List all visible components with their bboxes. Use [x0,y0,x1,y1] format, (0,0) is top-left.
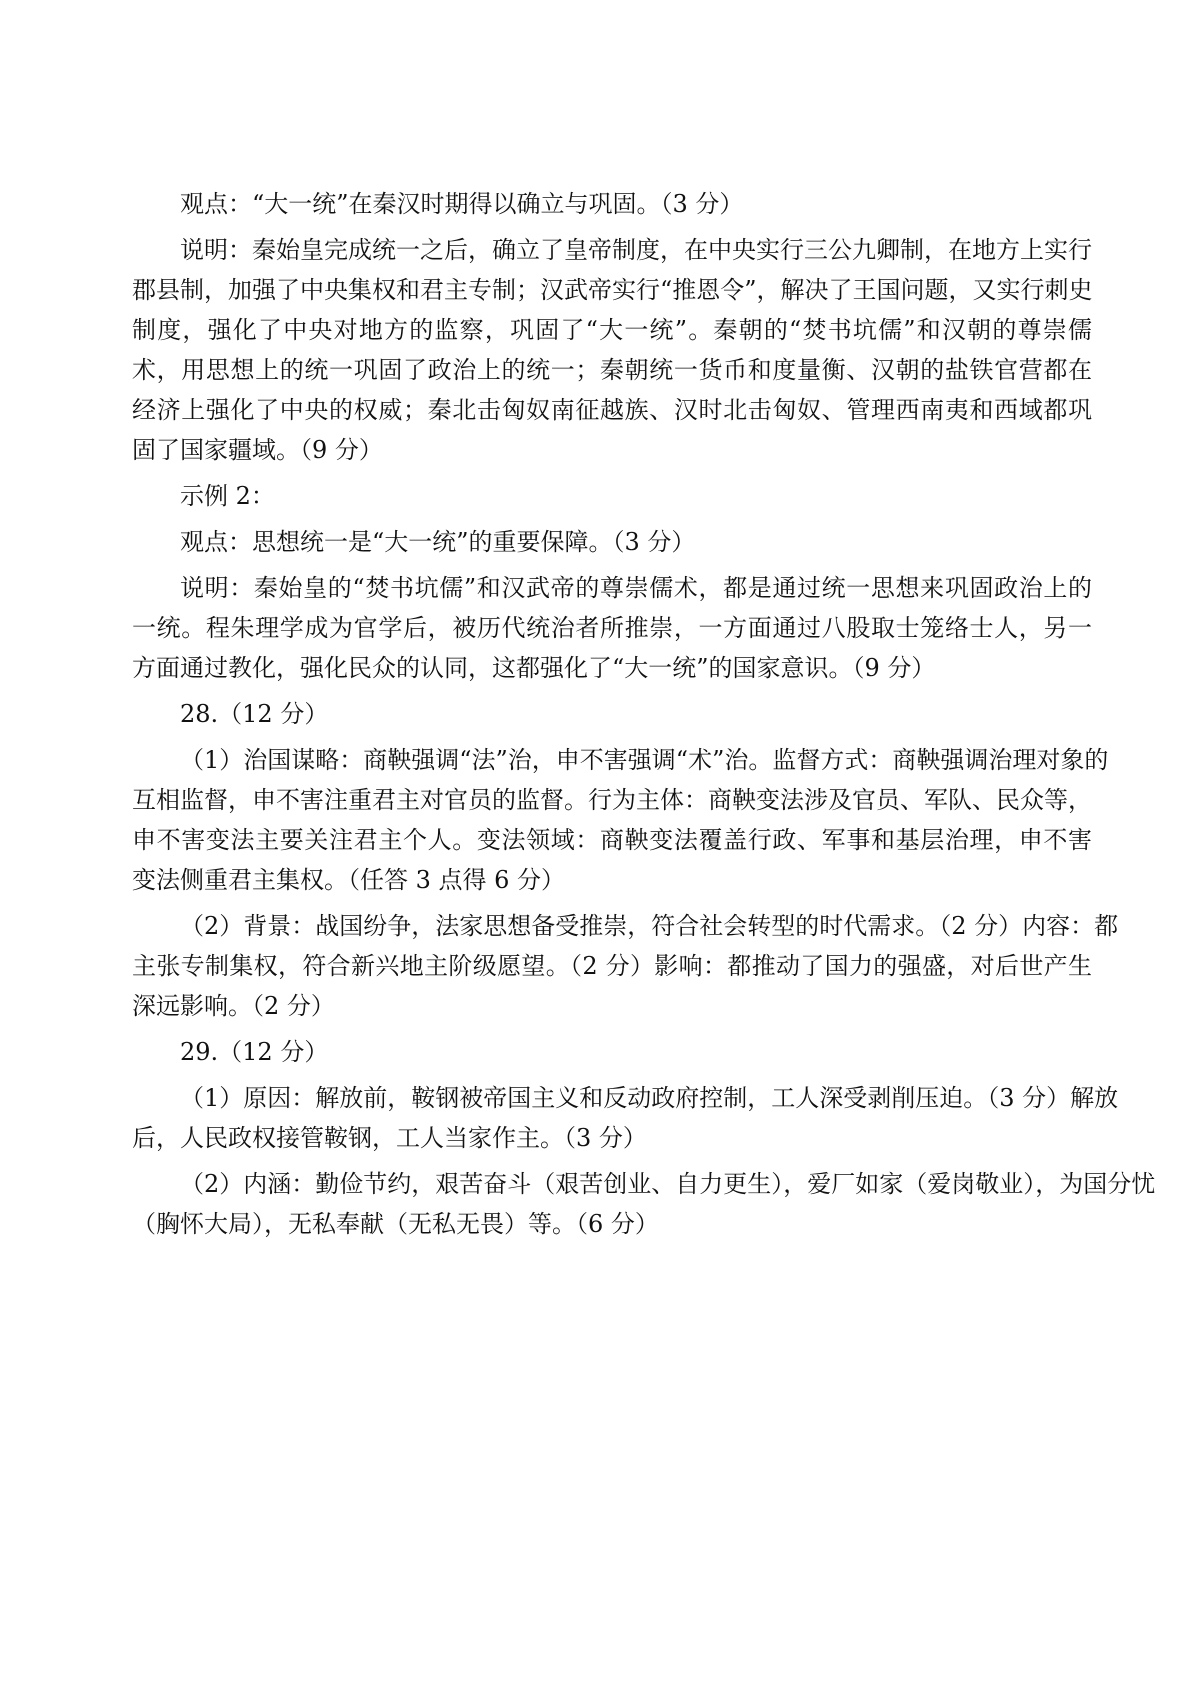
text-line: 深远影响。（2 分） [132,992,335,1020]
text-line: 说明：秦始皇完成统一之后，确立了皇帝制度，在中央实行三公九卿制，在地方上实行 [180,236,1092,264]
viewpoint-2: 观点：思想统一是“大一统”的重要保障。（3 分） [180,528,696,556]
text-line: 说明：秦始皇的“焚书坑儒”和汉武帝的尊崇儒术，都是通过统一思想来巩固政治上的 [180,574,1092,602]
answer-content [132,184,1156,1244]
question-29-part-1 [132,1078,1119,1158]
text-line: 申不害变法主要关注君主个人。变法领域：商鞅变法覆盖行政、军事和基层治理，申不害 [132,826,1092,854]
example-2-heading: 示例 2： [180,482,275,510]
text-line: 方面通过教化，强化民众的认同，这都强化了“大一统”的国家意识。（9 分） [132,654,936,682]
explanation-2 [132,568,1092,688]
text-line: （2）背景：战国纷争，法家思想备受推崇，符合社会转型的时代需求。（2 分）内容：都 [180,912,1119,940]
viewpoint-1: 观点：“大一统”在秦汉时期得以确立与巩固。（3 分） [180,190,744,218]
text-line: 互相监督，申不害注重君主对官员的监督。行为主体：商鞅变法涉及官员、军队、民众等， [132,786,1092,814]
text-line: 后，人民政权接管鞍钢，工人当家作主。（3 分） [132,1124,647,1152]
text-line: 变法侧重君主集权。（任答 3 点得 6 分） [132,866,566,894]
text-line: 一统。程朱理学成为官学后，被历代统治者所推崇，一方面通过八股取士笼络士人，另一 [132,614,1092,642]
text-line: 制度，强化了中央对地方的监察，巩固了“大一统”。秦朝的“焚书坑儒”和汉朝的尊崇儒 [132,316,1092,344]
question-28-part-2 [132,906,1119,1026]
question-29-part-2 [132,1164,1156,1244]
text-line: 固了国家疆域。（9 分） [132,436,383,464]
text-line: 经济上强化了中央的权威；秦北击匈奴南征越族、汉时北击匈奴、管理西南夷和西域都巩 [132,396,1092,424]
text-line: 术，用思想上的统一巩固了政治上的统一；秦朝统一货币和度量衡、汉朝的盐铁官营都在 [132,356,1092,384]
explanation-1 [132,230,1092,470]
text-line: （胸怀大局），无私奉献（无私无畏）等。（6 分） [132,1210,659,1238]
text-line: 主张专制集权，符合新兴地主阶级愿望。（2 分）影响：都推动了国力的强盛，对后世产生 [132,952,1092,980]
text-line: （1）原因：解放前，鞍钢被帝国主义和反动政府控制，工人深受剥削压迫。（3 分）解放 [180,1084,1119,1112]
question-28-heading: 28.（12 分） [180,700,329,728]
text-line: （1）治国谋略：商鞅强调“法”治，申不害强调“术”治。监督方式：商鞅强调治理对象的 [180,746,1109,774]
question-29-heading: 29.（12 分） [180,1038,329,1066]
text-line: 郡县制，加强了中央集权和君主专制；汉武帝实行“推恩令”，解决了王国问题，又实行刺史 [132,276,1093,304]
question-28-part-1 [132,740,1109,900]
text-line: （2）内涵：勤俭节约，艰苦奋斗（艰苦创业、自力更生），爱厂如家（爱岗敬业），为国分忧 [180,1170,1156,1198]
